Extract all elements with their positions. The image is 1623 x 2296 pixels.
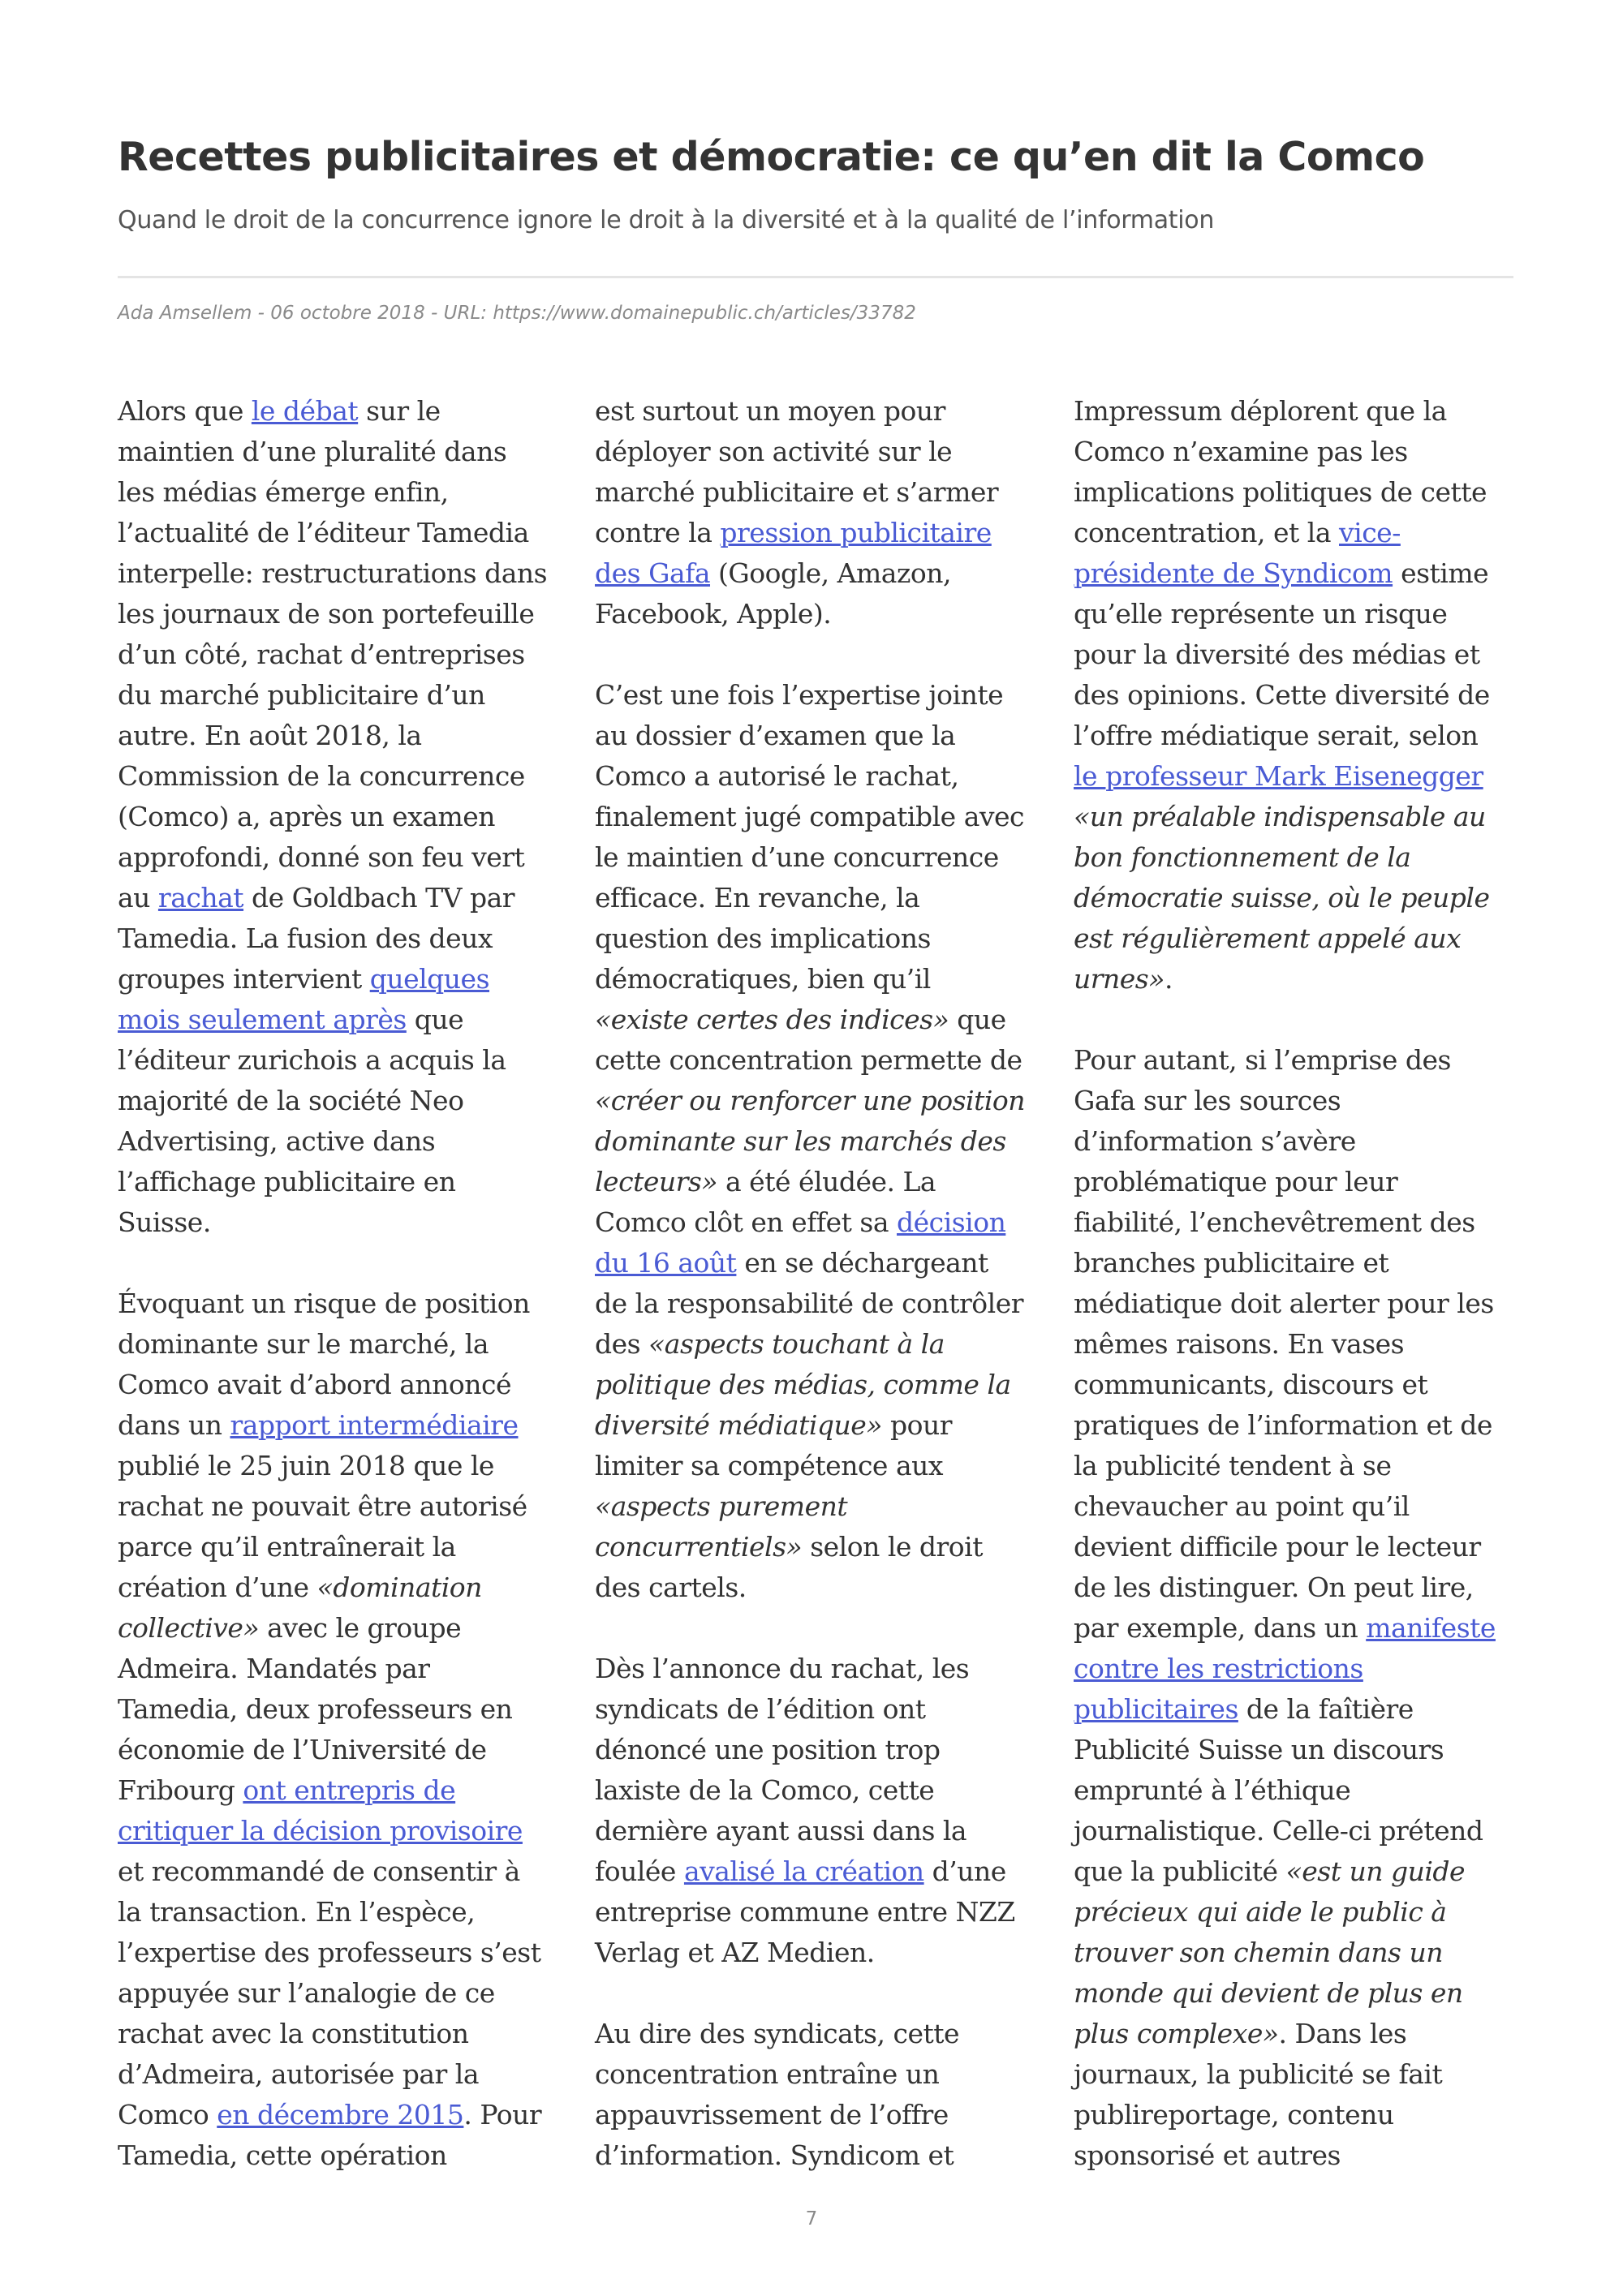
quoted-text: «un préalable indispensable au bon fonctionnement de la démocratie suisse, où le peuple est régulièrement appelé aux urnes» bbox=[1074, 801, 1490, 995]
paragraph bbox=[595, 391, 1025, 634]
text-run: a été éludée. La Comco clôt en effet sa bbox=[595, 1166, 936, 1238]
inline-link[interactable]: le débat bbox=[251, 395, 359, 427]
paragraph bbox=[1074, 1040, 1504, 2176]
quoted-text: «créer ou renforcer une position dominante sur les marchés des lecteurs» bbox=[595, 1085, 1026, 1197]
inline-link[interactable]: le professeur Mark Eisenegger bbox=[1074, 760, 1483, 792]
inline-link[interactable]: en décembre 2015 bbox=[217, 2099, 464, 2130]
inline-link[interactable]: ont entrepris de critiquer la décision provisoire bbox=[118, 1774, 523, 1847]
text-run: et recommandé de consentir à la transaction. En l’espèce, l’expertise des professeurs s’est appuyée sur l’analogie de ce rachat avec la constitution d’Admeira, autorisée par la Comco bbox=[118, 1855, 541, 2130]
inline-link[interactable]: pression publicitaire des Gafa bbox=[595, 517, 992, 589]
article-meta: Ada Amsellem - 06 octobre 2018 - URL: https://www.domainepublic.ch/articles/33782 bbox=[118, 303, 916, 324]
quoted-text: «aspects touchant à la politique des médias, comme la diversité médiatique» bbox=[595, 1328, 1011, 1441]
paragraph bbox=[595, 1649, 1025, 1973]
text-run: d’une entreprise commune entre NZZ Verlag et AZ Medien. bbox=[595, 1855, 1015, 1968]
text-run: . Dans les journaux, la publicité se fait publireportage, contenu sponsorisé et autres bbox=[1074, 2018, 1443, 2171]
quoted-text: «existe certes des indices» bbox=[595, 1004, 949, 1035]
text-run: de Goldbach TV par Tamedia. La fusion des deux groupes intervient bbox=[118, 882, 515, 995]
text-run: . Pour Tamedia, cette opération bbox=[118, 2099, 542, 2171]
text-run: Au dire des syndicats, cette concentration entraîne un appauvrissement de l’offre d’information. Syndicom et bbox=[595, 2018, 960, 2171]
quoted-text: «domination collective» bbox=[118, 1572, 482, 1644]
text-run: que cette concentration permette de bbox=[595, 1004, 1022, 1076]
inline-link[interactable]: quelques mois seulement après bbox=[118, 963, 490, 1035]
paragraph bbox=[118, 391, 548, 1243]
text-run: . bbox=[1164, 963, 1173, 995]
page-number: 7 bbox=[805, 2208, 818, 2229]
quoted-text: «aspects purement concurrentiels» bbox=[595, 1490, 848, 1563]
inline-link[interactable]: vice-présidente de Syndicom bbox=[1074, 517, 1401, 589]
header-divider bbox=[118, 276, 1513, 278]
text-run: en se déchargeant de la responsabilité de contrôler des bbox=[595, 1247, 1024, 1360]
inline-link[interactable]: rapport intermédiaire bbox=[230, 1409, 519, 1441]
paragraph bbox=[118, 1283, 548, 2176]
text-column-2 bbox=[595, 391, 1025, 2216]
inline-link[interactable]: manifeste contre les restrictions publicitaires bbox=[1074, 1612, 1496, 1725]
text-run: selon le droit des cartels. bbox=[595, 1531, 983, 1603]
paragraph bbox=[1074, 391, 1504, 1000]
text-run: sur le maintien d’une pluralité dans les médias émerge enfin, l’actualité de l’éditeur Tamedia interpelle: restructurations dans les journaux de son portefeuille d’un côté, rachat d’entreprises du marché publicitaire d’un autre. En août 2018, la Commission de la concurrence (Comco) a, après un examen approfondi, donné son feu vert au bbox=[118, 395, 548, 914]
inline-link[interactable]: décision du 16 août bbox=[595, 1206, 1006, 1279]
text-run: que l’éditeur zurichois a acquis la majorité de la société Neo Advertising, active dans l’affichage publicitaire en Suisse. bbox=[118, 1004, 506, 1238]
text-run: Pour autant, si l’emprise des Gafa sur les sources d’information s’avère problématique pour leur fiabilité, l’enchevêtrement des branches publicitaire et médiatique doit alerter pour les mêmes raisons. En vases communicants, discours et pratiques de l’information et de la publicité tendent à se chevaucher au point qu’il devient difficile pour le lecteur de les distinguer. On peut lire, par exemple, dans un bbox=[1074, 1044, 1494, 1644]
text-column-1 bbox=[118, 391, 548, 2216]
text-run: Évoquant un risque de position dominante sur le marché, la Comco avait d’abord annoncé dans un bbox=[118, 1288, 530, 1441]
text-run: Alors que bbox=[118, 395, 252, 427]
article-title: Recettes publicitaires et démocratie: ce qu’en dit la Comco bbox=[118, 134, 1425, 180]
inline-link[interactable]: rachat bbox=[157, 882, 244, 914]
article-subtitle: Quand le droit de la concurrence ignore le droit à la diversité et à la qualité de l’information bbox=[118, 206, 1215, 234]
text-run: estime qu’elle représente un risque pour la diversité des médias et des opinions. Cette diversité de l’offre médiatique serait, selon bbox=[1074, 557, 1490, 751]
text-run: pour limiter sa compétence aux bbox=[595, 1409, 952, 1481]
text-column-3 bbox=[1074, 391, 1504, 2216]
text-run: C’est une fois l’expertise jointe au dossier d’examen que la Comco a autorisé le rachat, finalement jugé compatible avec le maintien d’une concurrence efficace. En revanche, la question des implications démocratiques, bien qu’il bbox=[595, 679, 1025, 995]
text-run: publié le 25 juin 2018 que le rachat ne pouvait être autorisé parce qu’il entraînerait la création d’une bbox=[118, 1450, 527, 1603]
text-run: Impressum déplorent que la Comco n’examine pas les implications politiques de cette concentration, et la bbox=[1074, 395, 1487, 548]
inline-link[interactable]: avalisé la création bbox=[683, 1855, 924, 1887]
text-run: de la faîtière Publicité Suisse un discours emprunté à l’éthique journalistique. Celle-ci prétend que la publicité bbox=[1074, 1693, 1483, 1887]
paragraph bbox=[595, 675, 1025, 1608]
text-run: Dès l’annonce du rachat, les syndicats de l’édition ont dénoncé une position trop laxiste de la Comco, cette dernière ayant aussi dans la foulée bbox=[595, 1653, 970, 1887]
text-run: avec le groupe Admeira. Mandatés par Tamedia, deux professeurs en économie de l’Université de Fribourg bbox=[118, 1612, 513, 1806]
paragraph bbox=[595, 2014, 1025, 2176]
text-run: (Google, Amazon, Facebook, Apple). bbox=[595, 557, 951, 630]
text-run: est surtout un moyen pour déployer son activité sur le marché publicitaire et s’armer contre la bbox=[595, 395, 999, 548]
quoted-text: «est un guide précieux qui aide le public à trouver son chemin dans un monde qui devient de plus en plus complexe» bbox=[1074, 1855, 1466, 2049]
